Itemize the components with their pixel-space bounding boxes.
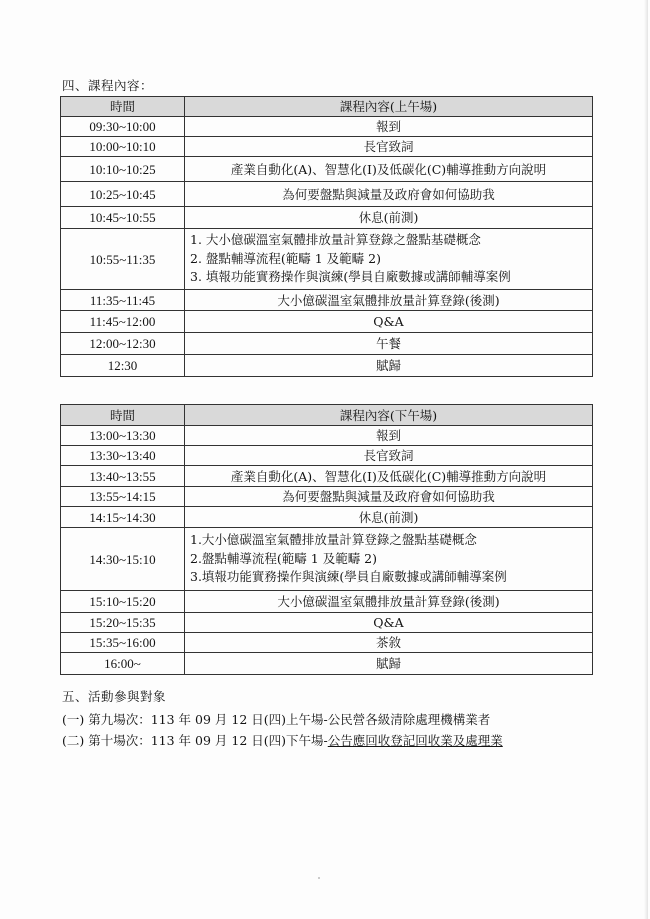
time-cell: 11:45~12:00	[61, 311, 185, 333]
table-row	[61, 507, 593, 528]
time-cell: 10:25~10:45	[61, 182, 185, 207]
time-cell: 14:30~15:10	[61, 528, 185, 591]
content-line: 2. 盤點輔導流程(範疇 1 及範疇 2)	[190, 250, 381, 266]
content-cell: 報到	[185, 117, 593, 137]
header-time: 時間	[61, 405, 185, 426]
table-row	[61, 117, 593, 137]
table-row	[61, 137, 593, 157]
content-cell: 茶敘	[185, 633, 593, 653]
table-row	[61, 229, 593, 290]
time-cell: 13:30~13:40	[61, 446, 185, 466]
content-cell: 賦歸	[185, 653, 593, 675]
table-row	[61, 207, 593, 229]
time-cell: 13:00~13:30	[61, 426, 185, 446]
content-cell-multiline	[185, 528, 593, 591]
table-row	[61, 426, 593, 446]
content-line: 3. 填報功能實務操作與演練(學員自廠數據或講師輔導案例	[190, 269, 511, 285]
content-cell: 產業自動化(A)、智慧化(I)及低碳化(C)輔導推動方向說明	[185, 157, 593, 182]
content-cell: Q&A	[185, 311, 593, 333]
time-cell: 11:35~11:45	[61, 290, 185, 311]
participant-session: (一) 第九場次：113 年 09 月 12 日(四)上午場-	[62, 712, 328, 727]
time-cell: 10:45~10:55	[61, 207, 185, 229]
section-heading-participants: 五、活動參與對象	[62, 689, 167, 704]
header-content: 課程內容(上午場)	[185, 97, 593, 117]
participant-target: 公民營各級清除處理機構業者	[327, 712, 491, 727]
time-cell: 09:30~10:00	[61, 117, 185, 137]
content-cell: 長官致詞	[185, 137, 593, 157]
time-cell: 12:30	[61, 355, 185, 377]
content-line: 1.大小億碳溫室氣體排放量計算登錄之盤點基礎概念	[190, 532, 477, 548]
content-cell: 賦歸	[185, 355, 593, 377]
table-row	[61, 528, 593, 591]
table-row	[61, 182, 593, 207]
content-cell: 大小億碳溫室氣體排放量計算登錄(後測)	[185, 591, 593, 613]
time-cell: 13:40~13:55	[61, 466, 185, 487]
content-cell: 為何要盤點與減量及政府會如何協助我	[185, 182, 593, 207]
header-content: 課程內容(下午場)	[185, 405, 593, 426]
table-row	[61, 633, 593, 653]
table-row	[61, 466, 593, 487]
time-cell: 16:00~	[61, 653, 185, 675]
time-cell: 10:55~11:35	[61, 229, 185, 290]
content-cell: 午餐	[185, 333, 593, 355]
table-row	[61, 653, 593, 675]
participant-item	[62, 710, 490, 728]
content-cell-multiline	[185, 229, 593, 290]
time-cell: 12:00~12:30	[61, 333, 185, 355]
content-line: 1. 大小億碳溫室氣體排放量計算登錄之盤點基礎概念	[190, 232, 481, 248]
content-cell: 大小億碳溫室氣體排放量計算登錄(後測)	[185, 290, 593, 311]
table-row	[61, 613, 593, 633]
content-cell: 休息(前測)	[185, 207, 593, 229]
participant-target-underlined: 公告應回收登記回收業及處理業	[327, 733, 503, 748]
table-row	[61, 487, 593, 507]
time-cell: 13:55~14:15	[61, 487, 185, 507]
time-cell: 15:35~16:00	[61, 633, 185, 653]
time-cell: 10:00~10:10	[61, 137, 185, 157]
time-cell: 14:15~14:30	[61, 507, 185, 528]
table-row	[61, 355, 593, 377]
content-cell: 為何要盤點與減量及政府會如何協助我	[185, 487, 593, 507]
content-line: 2.盤點輔導流程(範疇 1 及範疇 2)	[190, 550, 378, 566]
table-row	[61, 290, 593, 311]
section-heading-course-content: 四、課程內容：	[62, 78, 154, 93]
afternoon-schedule-table	[60, 404, 593, 675]
header-time: 時間	[61, 97, 185, 117]
content-cell: 長官致詞	[185, 446, 593, 466]
content-cell: Q&A	[185, 613, 593, 633]
table-row	[61, 311, 593, 333]
participant-session: (二) 第十場次：113 年 09 月 12 日(四)下午場-	[62, 733, 328, 748]
content-line: 3.填報功能實務操作與演練(學員自廠數據或講師輔導案例	[190, 569, 507, 585]
time-cell: 15:10~15:20	[61, 591, 185, 613]
time-cell: 10:10~10:25	[61, 157, 185, 182]
table-row	[61, 591, 593, 613]
morning-schedule-table	[60, 96, 593, 377]
table-header-row	[61, 97, 593, 117]
content-cell: 報到	[185, 426, 593, 446]
table-row	[61, 446, 593, 466]
scan-speck	[318, 877, 320, 879]
table-row	[61, 157, 593, 182]
content-cell: 產業自動化(A)、智慧化(I)及低碳化(C)輔導推動方向說明	[185, 466, 593, 487]
table-row	[61, 333, 593, 355]
participant-item	[62, 731, 503, 749]
time-cell: 15:20~15:35	[61, 613, 185, 633]
content-cell: 休息(前測)	[185, 507, 593, 528]
table-header-row	[61, 405, 593, 426]
page-edge-shadow	[644, 0, 648, 919]
